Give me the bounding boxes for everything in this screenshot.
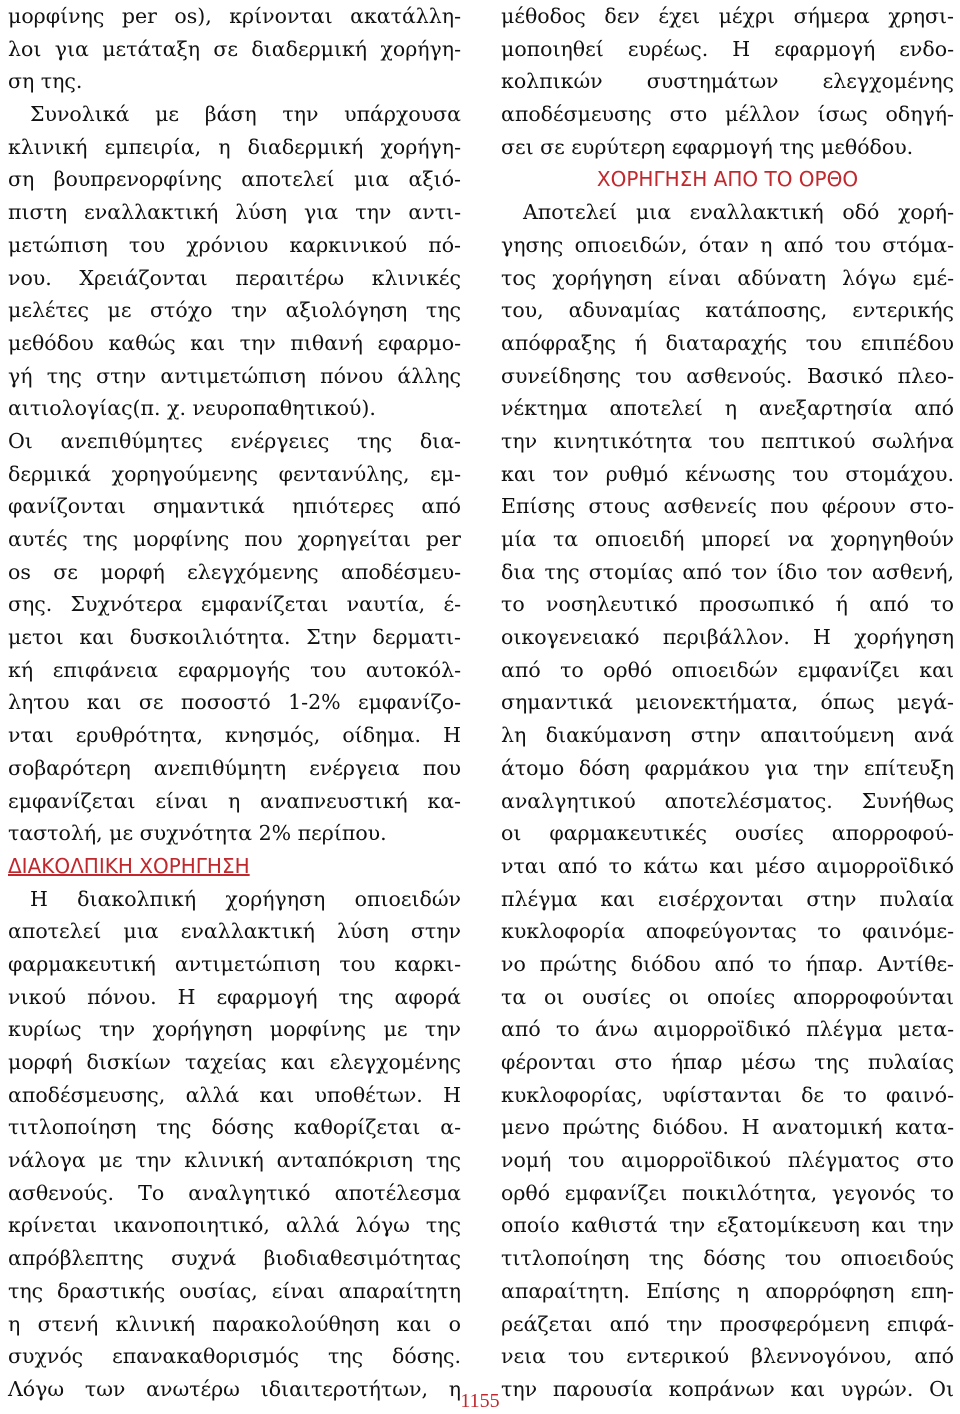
text-line: σει σε ευρύτερη εφαρμογή της μεθόδου. <box>501 134 914 159</box>
right-text-column <box>501 0 954 1406</box>
text-line: κλινική εμπειρία, η διαδερμική χορήγη- <box>8 134 461 159</box>
text-line: νάλογα με την κλινική ανταπόκριση της <box>8 1148 461 1173</box>
text-line: οικογενειακό περιβάλλον. Η χορήγηση <box>501 625 954 650</box>
text-line: Η διακολπική χορήγηση οπιοειδών <box>30 886 461 911</box>
left-text-column <box>8 0 461 1406</box>
text-line: οποίο καθιστά την εξατομίκευση και την <box>501 1213 954 1238</box>
text-line: νου. Χρειάζονται περαιτέρω κλινικές <box>8 265 461 290</box>
text-line: νται ερυθρότητα, κνησμός, οίδημα. Η <box>8 723 461 748</box>
text-line: η στενή κλινική παρακολούθηση και ο <box>8 1311 461 1336</box>
text-line: την κινητικότητα του πεπτικού σωλήνα <box>501 428 954 453</box>
text-line: ασθενούς. Το αναλγητικό αποτέλεσμα <box>8 1180 461 1205</box>
text-line: νικού πόνου. Η εφαρμογή της αφορά <box>8 984 461 1009</box>
text-line: λητου και σε ποσοστό 1-2% εμφανίζο- <box>8 690 461 715</box>
text-line: μέθοδος δεν έχει μέχρι σήμερα χρησι- <box>501 4 954 28</box>
text-line: νται από το κάτω και μέσο αιμορροϊδικό <box>501 853 954 878</box>
text-line: Συνολικά με βάση την υπάρχουσα <box>30 102 461 127</box>
text-line: νέκτημα αποτελεί η ανεξαρτησία από <box>501 396 954 421</box>
text-line: συνείδησης του ασθενούς. Βασικό πλεο- <box>501 363 954 388</box>
text-line: κυκλοφορίας, υφίστανται δε το φαινό- <box>501 1082 954 1107</box>
text-line: του, αδυναμίας κατάποσης, εντερικής <box>501 298 954 323</box>
text-line: κολπικών συστημάτων ελεγχομένης <box>501 69 954 94</box>
text-line: αποδέσμευσης στο μέλλον ίσως οδηγή- <box>501 102 954 127</box>
section-heading: ΔΙΑΚΟΛΠΙΚΗ ΧΟΡΗΓΗΣΗ <box>8 853 250 878</box>
text-line: νομή του αιμορροϊδικού πλέγματος στο <box>501 1148 954 1173</box>
text-line: ταστολή, με συχνότητα 2% περίπου. <box>8 821 387 846</box>
text-line: οι φαρμακευτικές ουσίες απορροφού- <box>501 821 954 846</box>
text-line: αναλγητικού αποτελέσματος. Συνήθως <box>501 788 954 813</box>
text-line: μορφίνης per os), κρίνονται ακατάλλη- <box>8 4 461 28</box>
text-line: Αποτελεί μια εναλλακτική οδό χορή- <box>523 200 954 225</box>
text-line: φέρονται στο ήπαρ μέσω της πυλαίας <box>501 1050 954 1074</box>
text-line: δια της στομίας από τον ίδιο τον ασθενή, <box>501 559 954 584</box>
text-line: τα οι ουσίες οι οποίες απορροφούνται <box>501 984 954 1009</box>
text-line: κυρίως την χορήγηση μορφίνης με την <box>8 1017 461 1042</box>
text-line: απρόβλεπτης συχνά βιοδιαθεσιμότητας <box>8 1246 461 1271</box>
text-line: μοποιηθεί ευρέως. Η εφαρμογή ενδο- <box>501 36 954 61</box>
text-line: νεια του εντερικού βλεννογόνου, από <box>501 1344 954 1369</box>
text-line: τος χορήγηση είναι αδύνατη λόγω εμέ- <box>501 265 954 290</box>
text-line: συχνός επανακαθορισμός της δόσης. <box>8 1344 461 1369</box>
text-line: Επίσης στους ασθενείς που φέρουν στο- <box>501 494 954 519</box>
text-line: γή της στην αντιμετώπιση πόνου άλλης <box>8 363 461 388</box>
text-line: μία τα οπιοειδή μπορεί να χορηγηθούν <box>501 527 954 551</box>
text-line: μορφή δισκίων ταχείας και ελεγχομένης <box>8 1050 461 1074</box>
text-line: φανίζονται σημαντικά ηπιότερες από <box>8 494 461 519</box>
text-line: άτομο δόση φαρμάκου για την επίτευξη <box>501 755 954 780</box>
text-line: αυτές της μορφίνης που χορηγείται per <box>8 527 461 551</box>
text-line: αποδέσμευσης, αλλά και υποθέτων. Η <box>8 1082 461 1107</box>
text-line: λη διακύμανση στην απαιτούμενη ανά <box>501 723 954 748</box>
text-line: πλέγμα και εισέρχονται στην πυλαία <box>501 886 954 911</box>
text-line: γησης οπιοειδών, όταν η από του στόμα- <box>501 232 954 257</box>
text-line: την παρουσία κοπράνων και υγρών. Οι <box>501 1376 954 1401</box>
text-line: ρεάζεται από την προσφερόμενη επιφά- <box>501 1311 954 1336</box>
text-line: μελέτες με στόχο την αξιολόγηση της <box>8 298 461 323</box>
text-line: της δραστικής ουσίας, είναι απαραίτητη <box>8 1278 461 1303</box>
text-line: από το ορθό οπιοειδών εμφανίζει και <box>501 657 954 682</box>
text-line: μετοι και δυσκοιλιότητα. Στην δερματι- <box>8 625 461 650</box>
text-line: μετώπιση του χρόνιου καρκινικού πό- <box>8 232 461 257</box>
text-line: σοβαρότερη ανεπιθύμητη ενέργεια που <box>8 755 461 780</box>
text-line: δερμικά χορηγούμενης φεντανύλης, εμ- <box>8 461 461 486</box>
text-line: κή επιφάνεια εφαρμογής του αυτοκόλ- <box>8 657 461 682</box>
text-line: απόφραξης ή διαταραχής του επιπέδου <box>501 330 954 355</box>
text-line: και τον ρυθμό κένωσης του στομάχου. <box>501 461 954 486</box>
text-line: os σε μορφή ελεγχόμενης αποδέσμευ- <box>8 559 461 584</box>
text-line: Λόγω των ανωτέρω ιδιαιτεροτήτων, η <box>8 1376 461 1401</box>
section-heading: ΧΟΡΗΓΗΣΗ ΑΠΟ ΤΟ ΟΡΘΟ <box>596 167 859 192</box>
text-line: σημαντικά μειονεκτήματα, όπως μεγά- <box>501 690 954 715</box>
page-number: 1155 <box>460 1390 500 1412</box>
text-line: τιτλοποίηση της δόσης του οπιοειδούς <box>501 1246 954 1271</box>
text-line: μεθόδου καθώς και την πιθανή εφαρμο- <box>8 330 461 355</box>
text-line: από το άνω αιμορροϊδικό πλέγμα μετα- <box>501 1017 954 1042</box>
text-line: αποτελεί μια εναλλακτική λύση στην <box>8 919 461 944</box>
text-line: κρίνεται ικανοποιητικό, αλλά λόγω της <box>8 1213 461 1238</box>
text-line: λοι για μετάταξη σε διαδερμική χορήγη- <box>8 36 461 61</box>
text-line: νο πρώτης διόδου από το ήπαρ. Αντίθε- <box>501 951 954 976</box>
text-line: Οι ανεπιθύμητες ενέργειες της δια- <box>8 428 461 453</box>
text-line: εμφανίζεται είναι η αναπνευστική κα- <box>8 788 461 813</box>
text-line: ση της. <box>8 69 83 94</box>
text-line: φαρμακευτική αντιμετώπιση του καρκι- <box>8 951 461 976</box>
text-line: το νοσηλευτικό προσωπικό ή από το <box>501 592 954 617</box>
text-line: σης. Συχνότερα εμφανίζεται ναυτία, έ- <box>8 592 461 617</box>
text-line: τιτλοποίηση της δόσης καθορίζεται α- <box>8 1115 461 1140</box>
text-line: ση βουπρενορφίνης αποτελεί μια αξιό- <box>8 167 461 192</box>
text-line: απαραίτητη. Επίσης η απορρόφηση επη- <box>501 1278 954 1303</box>
text-line: κυκλοφορία αποφεύγοντας το φαινόμε- <box>501 919 954 944</box>
text-line: αιτιολογίας(π. χ. νευροπαθητικού). <box>8 396 376 421</box>
text-line: ορθό εμφανίζει ποικιλότητα, γεγονός το <box>501 1180 954 1205</box>
text-line: πιστη εναλλακτική λύση για την αντι- <box>8 200 461 225</box>
text-line: μενο πρώτης διόδου. Η ανατομική κατα- <box>501 1115 954 1140</box>
